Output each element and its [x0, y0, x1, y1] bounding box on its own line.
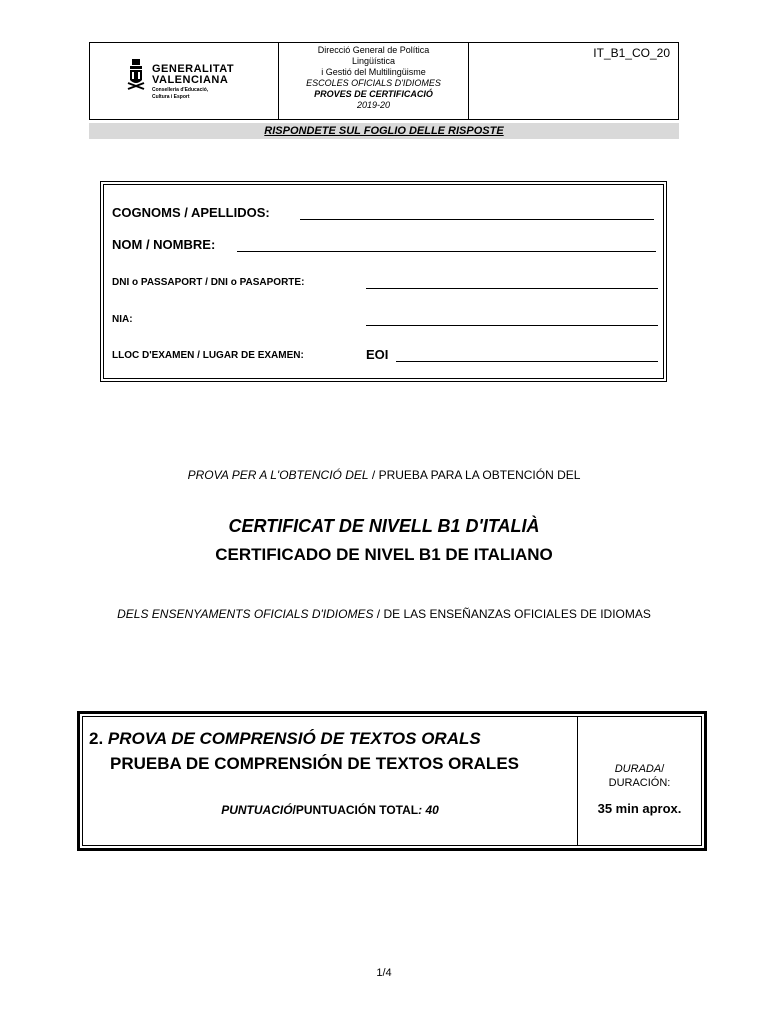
coat-of-arms-icon	[126, 57, 146, 91]
dels-es: / DE LAS ENSEÑANZAS OFICIALES DE IDIOMAS	[373, 607, 651, 621]
dept-line2: Lingüística	[351, 56, 396, 66]
duration-value: 35 min aprox.	[597, 801, 682, 816]
score-label-es: /PUNTUACIÓN TOTAL	[292, 803, 419, 817]
section-title-es: PRUEBA DE COMPRENSIÓN DE TEXTOS ORALES	[110, 754, 519, 773]
duration-label	[578, 762, 701, 790]
logo-line1: GENERALITAT	[152, 63, 235, 75]
nia-field[interactable]	[366, 325, 658, 326]
exam-place-field[interactable]	[396, 361, 658, 362]
document-code: IT_B1_CO_20	[593, 46, 670, 60]
eoi-prefix: EOI	[366, 347, 389, 362]
name-label: NOM / NOMBRE:	[112, 237, 216, 252]
dels-line	[0, 607, 768, 621]
section-number: 2.	[89, 729, 104, 748]
duration-cell	[578, 717, 701, 845]
prova-line	[0, 468, 768, 482]
logo-cell	[90, 43, 279, 119]
dept-line5: PROVES DE CERTIFICACIÓ	[314, 89, 433, 99]
page-number: 1/4	[376, 967, 392, 979]
dels-ca: DELS ENSENYAMENTS OFICIALS D'IDIOMES	[117, 607, 374, 621]
logo-text	[152, 64, 234, 100]
duration-label-ca: DURADA	[614, 763, 662, 775]
score-label-ca: PUNTUACIÓ	[221, 803, 293, 817]
section-inner	[82, 716, 702, 846]
duration-slash: /	[661, 763, 665, 775]
section-title-ca	[89, 729, 481, 749]
candidate-form	[100, 181, 667, 382]
logo-sub2: Cultura i Esport	[152, 94, 190, 100]
section-box	[77, 711, 707, 851]
total-score	[83, 803, 577, 817]
duration-label-es: DURACIÓN:	[608, 777, 671, 789]
surname-field[interactable]	[300, 219, 654, 220]
logo-sub1: Conselleria d'Educació,	[152, 87, 209, 93]
header-center	[279, 43, 469, 119]
name-field[interactable]	[237, 251, 656, 252]
dni-field[interactable]	[366, 288, 658, 289]
exam-place-label: LLOC D'EXAMEN / LUGAR DE EXAMEN:	[112, 350, 304, 361]
dept-line4: ESCOLES OFICIALS D'IDIOMES	[306, 78, 441, 88]
prova-ca: PROVA PER A L'OBTENCIÓ DEL	[187, 468, 369, 482]
dept-line3: i Gestió del Multilingüisme	[321, 67, 426, 77]
header-table	[89, 42, 679, 120]
certificate-title-es: CERTIFICADO DE NIVEL B1 DE ITALIANO	[215, 545, 553, 564]
section-title-cell	[83, 717, 578, 845]
dni-label: DNI o PASSAPORT / DNI o PASAPORTE:	[112, 277, 305, 288]
logo-line2: VALENCIANA	[152, 74, 229, 86]
surname-label: COGNOMS / APELLIDOS:	[112, 205, 270, 220]
prova-es: / PRUEBA PARA LA OBTENCIÓN DEL	[368, 468, 581, 482]
dept-line1: Direcció General de Política	[317, 45, 430, 55]
nia-label: NIA:	[112, 314, 133, 325]
section-title-ca-text: PROVA DE COMPRENSIÓ DE TEXTOS ORALS	[103, 729, 481, 748]
instruction-banner: RISPONDETE SUL FOGLIO DELLE RISPOSTE	[89, 123, 679, 139]
score-value: : 40	[418, 803, 439, 817]
dept-line6: 2019-20	[356, 100, 391, 110]
certificate-title-ca: CERTIFICAT DE NIVELL B1 D'ITALIÀ	[228, 516, 540, 536]
